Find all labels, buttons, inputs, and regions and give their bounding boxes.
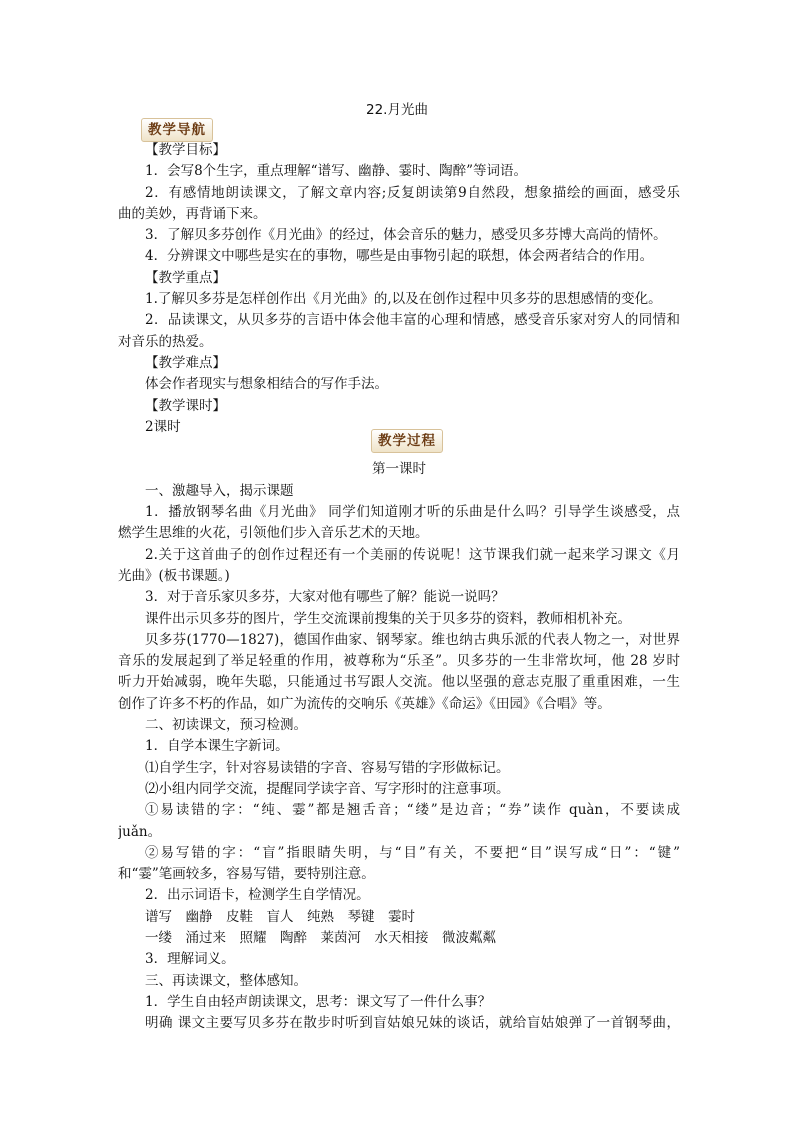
paragraph-line: 体会作者现实与想象相结合的写作手法。: [145, 376, 388, 393]
paragraph-line: 听力开始减弱，晚年失聪，只能通过书写跟人交流。他以坚强的意志克服了重重困难，一生: [118, 674, 680, 691]
paragraph-line: 贝多芬(1770—1827)，德国作曲家、钢琴家。维也纳古典乐派的代表人物之一，对世界: [145, 631, 680, 648]
paragraph-line: 1．学生自由轻声朗读课文，思考：课文写了一件什么事？: [145, 993, 492, 1010]
paragraph-line: 音乐的发展起到了举足轻重的作用，被尊称为“乐圣”。贝多芬的一生非常坎坷，他 28 岁时: [118, 653, 680, 670]
teaching-process-badge: 教学过程: [371, 429, 443, 453]
paragraph-line: 3．了解贝多芬创作《月光曲》的经过，体会音乐的魅力，感受贝多芬博大高尚的情怀。: [145, 227, 667, 244]
paragraph-line: ⑵小组内同学交流，提醒同学读字音、写字形时的注意事项。: [145, 780, 510, 797]
word-list-line: 一缕 涌过来 照耀 陶醉 莱茵河 水天相接 微波粼粼: [145, 929, 496, 946]
paragraph-line: 燃学生思维的火花，引领他们步入音乐艺术的天地。: [118, 525, 429, 542]
section-heading: 【教学重点】: [145, 269, 226, 286]
step-heading: 二、初读课文，预习检测。: [145, 717, 307, 734]
paragraph-line: 2．有感情地朗读课文，了解文章内容;反复朗读第9自然段，想象描绘的画面，感受乐: [145, 184, 680, 201]
paragraph-line: 曲的美妙，再背诵下来。: [118, 205, 267, 222]
paragraph-line: 2．出示词语卡，检测学生自学情况。: [145, 887, 370, 904]
paragraph-line: 3．理解词义。: [145, 951, 235, 968]
paragraph-line: 2.关于这首曲子的创作过程还有一个美丽的传说呢！这节课我们就一起来学习课文《月: [145, 546, 680, 563]
paragraph-line: 创作了许多不朽的作品，如广为流传的交响乐《英雄》《命运》《田园》《合唱》等。: [118, 695, 611, 712]
paragraph-line: 3．对于音乐家贝多芬，大家对他有哪些了解？能说一说吗？: [145, 589, 505, 606]
paragraph-line: 4．分辨课文中哪些是实在的事物，哪些是由事物引起的联想，体会两者结合的作用。: [145, 248, 654, 265]
lesson-title: 22.月光曲: [366, 102, 428, 118]
paragraph-line: ①易读错的字：“纯、霎”都是翘舌音；“缕”是边音；“券”读作 quàn，不要读成: [145, 802, 680, 819]
paragraph-line: 2．品读课文，从贝多芬的言语中体会他丰富的心理和情感，感受音乐家对穷人的同情和: [145, 312, 680, 329]
paragraph-line: 1．播放钢琴名曲《月光曲》 同学们知道刚才听的乐曲是什么吗？引导学生谈感受，点: [145, 504, 680, 521]
paragraph-line: 课件出示贝多芬的图片，学生交流课前搜集的关于贝多芬的资料，教师相机补充。: [145, 610, 631, 627]
paragraph-line: juǎn。: [118, 823, 162, 840]
paragraph-line: 光曲》(板书课题。): [118, 567, 230, 584]
paragraph-line: 1.了解贝多芬是怎样创作出《月光曲》的,以及在创作过程中贝多芬的思想感情的变化。: [145, 291, 662, 308]
paragraph-line: 1．会写8个生字，重点理解“谱写、幽静、霎时、陶醉”等词语。: [145, 163, 527, 180]
paragraph-line: 和“霎”笔画较多，容易写错，要特别注意。: [118, 866, 375, 883]
paragraph-line: ⑴自学生字，针对容易读错的字音、容易写错的字形做标记。: [145, 759, 510, 776]
paragraph-line: ②易写错的字：“盲”指眼睛失明，与“目”有关，不要把“目”误写成“日”：“键”: [145, 844, 680, 861]
teaching-navigation-badge: 教学导航: [141, 118, 213, 142]
word-list-line: 谱写 幽静 皮鞋 盲人 纯熟 琴键 霎时: [145, 908, 415, 925]
section-heading: 【教学课时】: [145, 397, 226, 414]
section-heading: 【教学难点】: [145, 354, 226, 371]
paragraph-line: 明确 课文主要写贝多芬在散步时听到盲姑娘兄妹的谈话，就给盲姑娘弹了一首钢琴曲，: [145, 1015, 680, 1032]
class-period-heading: 第一课时: [372, 461, 426, 478]
step-heading: 一、激趣导入，揭示课题: [145, 482, 294, 499]
step-heading: 三、再读课文，整体感知。: [145, 972, 307, 989]
section-heading: 【教学目标】: [145, 142, 226, 158]
paragraph-line: 2课时: [145, 418, 181, 435]
spacer-line: [118, 438, 680, 459]
paragraph-line: 1．自学本课生字新词。: [145, 738, 289, 755]
paragraph-line: 对音乐的热爱。: [118, 333, 213, 350]
document-body: [118, 140, 680, 1034]
